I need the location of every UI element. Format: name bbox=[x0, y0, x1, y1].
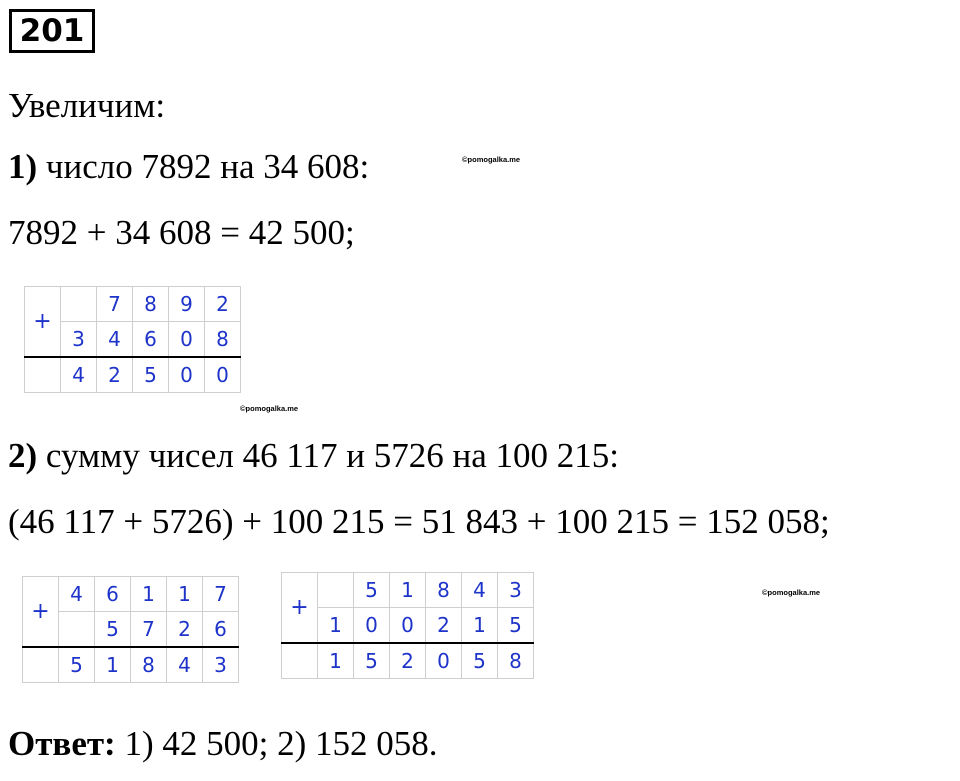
answer-text: 1) 42 500; 2) 152 058. bbox=[124, 724, 438, 763]
answer-label: Ответ: bbox=[8, 724, 116, 763]
digit-cell: 2 bbox=[205, 287, 241, 322]
digit-cell: 0 bbox=[169, 322, 205, 358]
digit-cell: 1 bbox=[95, 647, 131, 683]
digit-cell: 7 bbox=[97, 287, 133, 322]
digit-cell: 1 bbox=[318, 643, 354, 679]
digit-cell: 6 bbox=[133, 322, 169, 358]
digit-cell: 6 bbox=[203, 612, 239, 648]
digit-cell: 7 bbox=[203, 577, 239, 612]
digit-cell: 8 bbox=[426, 573, 462, 608]
empty-cell bbox=[23, 647, 59, 683]
digit-cell: 5 bbox=[59, 647, 95, 683]
part2-equation: (46 117 + 5726) + 100 215 = 51 843 + 100 215 = 152 058; bbox=[8, 502, 830, 541]
part2-heading bbox=[8, 436, 619, 476]
digit-cell: 3 bbox=[203, 647, 239, 683]
digit-cell: 0 bbox=[390, 608, 426, 644]
part1-text: число 7892 на 34 608: bbox=[45, 147, 370, 186]
digit-cell: 6 bbox=[95, 577, 131, 612]
column-addition-1 bbox=[24, 286, 241, 393]
empty-cell bbox=[25, 357, 61, 393]
digit-cell: 5 bbox=[133, 357, 169, 393]
watermark: ©pomogalka.me bbox=[240, 404, 299, 413]
digit-cell: 5 bbox=[498, 608, 534, 644]
digit-cell: 4 bbox=[462, 573, 498, 608]
digit-cell: 2 bbox=[167, 612, 203, 648]
column-addition-2b bbox=[281, 572, 534, 679]
watermark: ©pomogalka.me bbox=[462, 155, 521, 164]
digit-cell: 4 bbox=[167, 647, 203, 683]
digit-cell: 4 bbox=[97, 322, 133, 358]
table-row bbox=[23, 577, 239, 612]
digit-cell: 0 bbox=[169, 357, 205, 393]
digit-cell: 1 bbox=[462, 608, 498, 644]
digit-cell: 2 bbox=[390, 643, 426, 679]
digit-cell: 5 bbox=[95, 612, 131, 648]
digit-cell: 8 bbox=[205, 322, 241, 358]
digit-cell: 4 bbox=[59, 577, 95, 612]
digit-cell: 8 bbox=[131, 647, 167, 683]
part1-label: 1) bbox=[8, 147, 38, 186]
digit-cell: 1 bbox=[318, 608, 354, 644]
digit-cell: 2 bbox=[97, 357, 133, 393]
intro-text: Увеличим: bbox=[8, 86, 166, 125]
digit-cell: 0 bbox=[205, 357, 241, 393]
digit-cell: 3 bbox=[498, 573, 534, 608]
digit-cell: 4 bbox=[61, 357, 97, 393]
digit-cell: 1 bbox=[167, 577, 203, 612]
part2-label: 2) bbox=[8, 436, 38, 475]
watermark: ©pomogalka.me bbox=[762, 588, 821, 597]
plus-sign: + bbox=[282, 573, 318, 644]
digit-cell: 1 bbox=[390, 573, 426, 608]
result-row bbox=[23, 647, 239, 683]
result-row bbox=[25, 357, 241, 393]
table-row bbox=[282, 573, 534, 608]
digit-cell bbox=[59, 612, 95, 648]
digit-cell bbox=[61, 287, 97, 322]
part1-heading bbox=[8, 147, 369, 187]
digit-cell: 8 bbox=[133, 287, 169, 322]
column-addition-2a bbox=[22, 576, 239, 683]
digit-cell bbox=[318, 573, 354, 608]
digit-cell: 2 bbox=[426, 608, 462, 644]
result-row bbox=[282, 643, 534, 679]
digit-cell: 9 bbox=[169, 287, 205, 322]
part1-equation: 7892 + 34 608 = 42 500; bbox=[8, 213, 355, 252]
digit-cell: 1 bbox=[131, 577, 167, 612]
empty-cell bbox=[282, 643, 318, 679]
answer-line bbox=[8, 724, 438, 764]
table-row bbox=[25, 287, 241, 322]
problem-number: 201 bbox=[9, 9, 95, 53]
part2-text: сумму чисел 46 117 и 5726 на 100 215: bbox=[45, 436, 620, 475]
digit-cell: 0 bbox=[354, 608, 390, 644]
digit-cell: 3 bbox=[61, 322, 97, 358]
digit-cell: 5 bbox=[462, 643, 498, 679]
plus-sign: + bbox=[25, 287, 61, 358]
digit-cell: 8 bbox=[498, 643, 534, 679]
digit-cell: 0 bbox=[426, 643, 462, 679]
digit-cell: 7 bbox=[131, 612, 167, 648]
digit-cell: 5 bbox=[354, 643, 390, 679]
plus-sign: + bbox=[23, 577, 59, 648]
table-row bbox=[282, 608, 534, 644]
digit-cell: 5 bbox=[354, 573, 390, 608]
